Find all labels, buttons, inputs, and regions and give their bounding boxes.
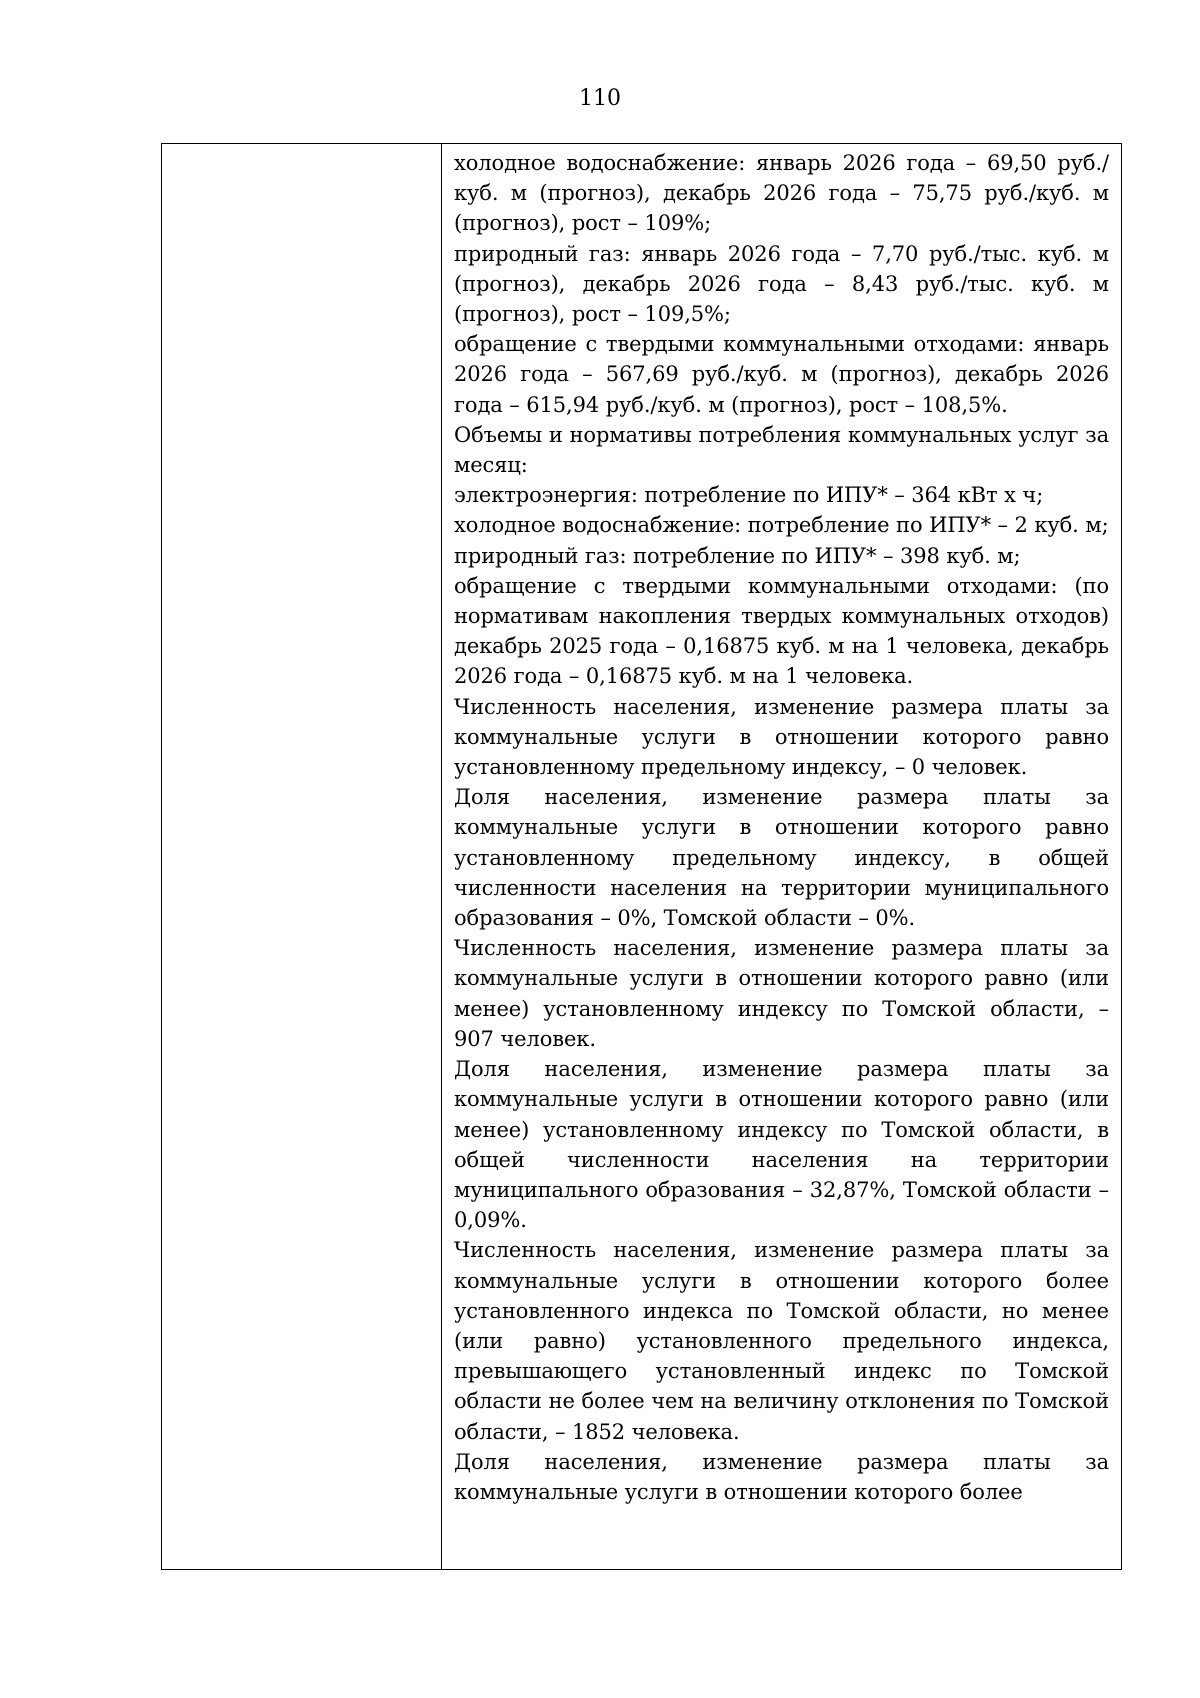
- paragraph-share-equal-limit: Доля населения, изменение размера платы за коммунальные услуги в отношении которого равно установленному предельному индексу, в общей численности населения на территории муниципального образования – 0%, Томской области – 0%.: [454, 785, 1109, 931]
- table-left-cell: [162, 144, 442, 1569]
- paragraph-cold-water-tariff: холодное водоснабжение: январь 2026 года – 69,50 руб./куб. м (прогноз), декабрь 2026 года – 75,75 руб./куб. м (прогноз), рост – 109%;: [454, 151, 1109, 236]
- page-number: 110: [579, 86, 621, 111]
- paragraph-cold-water-consumption: холодное водоснабжение: потребление по ИПУ* – 2 куб. м;: [454, 513, 1109, 538]
- table-right-cell: [442, 144, 1121, 1569]
- paragraph-population-below-index: Численность населения, изменение размера платы за коммунальные услуги в отношении которого равно (или менее) установленному индексу по Томской области, – 907 человек.: [454, 936, 1109, 1051]
- paragraph-volumes-heading: Объемы и нормативы потребления коммунальных услуг за месяц:: [454, 422, 1109, 478]
- paragraph-share-below-index: Доля населения, изменение размера платы за коммунальные услуги в отношении которого равно (или менее) установленному индексу по Томской области, в общей численности населения на территории муниципального образования – 32,87%, Томской области – 0,09%.: [454, 1057, 1109, 1233]
- paragraph-population-above-index: Численность населения, изменение размера платы за коммунальные услуги в отношении которого более установленного индекса по Томской области, но менее (или равно) установленного предельного индекса, превышающего установленный индекс по Томской области не более чем на величину отклонения по Томской области, – 1852 человека.: [454, 1238, 1109, 1444]
- paragraph-electricity-consumption: электроэнергия: потребление по ИПУ* – 364 кВт х ч;: [454, 483, 1044, 508]
- paragraph-share-above-index: Доля населения, изменение размера платы за коммунальные услуги в отношении которого более: [454, 1449, 1109, 1504]
- paragraph-natural-gas-tariff: природный газ: январь 2026 года – 7,70 руб./тыс. куб. м (прогноз), декабрь 2026 года – 8,43 руб./тыс. куб. м (прогноз), рост – 109,5%;: [454, 241, 1109, 327]
- paragraph-gas-consumption: природный газ: потребление по ИПУ* – 398 куб. м;: [454, 543, 1021, 568]
- paragraph-population-equal-limit: Численность населения, изменение размера платы за коммунальные услуги в отношении которого равно установленному предельному индексу, – 0 человек.: [454, 694, 1109, 780]
- paragraph-solid-waste-tariff: обращение с твердыми коммунальными отходами: январь 2026 года – 567,69 руб./куб. м (прогноз), декабрь 2026 года – 615,94 руб./куб. м (прогноз), рост – 108,5%.: [454, 332, 1109, 417]
- content-table: [161, 143, 1122, 1570]
- paragraph-waste-norms: обращение с твердыми коммунальными отходами: (по нормативам накопления твердых коммунальных отходов) декабрь 2025 года – 0,16875 куб. м на 1 человека, декабрь 2026 года – 0,16875 куб. м на 1 человека.: [454, 573, 1109, 689]
